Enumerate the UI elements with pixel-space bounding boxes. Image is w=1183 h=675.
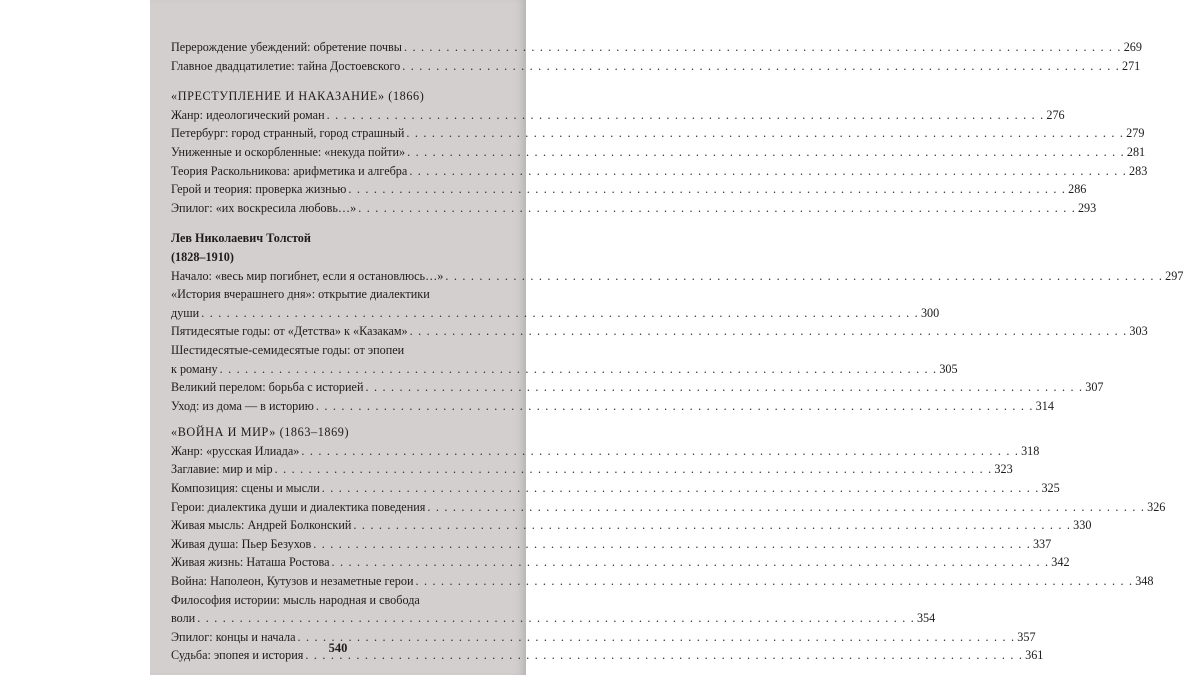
toc-entry-title: Уход: из дома — в историю [171, 398, 314, 413]
toc-entry [171, 609, 936, 628]
toc-entry-title: Перерождение убеждений: обретение почвы [171, 40, 402, 54]
table-of-contents [171, 38, 1183, 665]
toc-entry [171, 267, 1183, 286]
toc-entry [171, 572, 1154, 591]
toc-entry-title: Эпилог: концы и начала [171, 629, 296, 644]
author-name: Лев Николаевич Толстой [171, 231, 311, 246]
toc-entry-page: 342 [1051, 555, 1070, 570]
toc-entry-page: 361 [1025, 648, 1044, 663]
toc-entry [171, 322, 1148, 341]
leader-dots [406, 124, 1124, 143]
toc-entry-title: Жанр: «русская Илиада» [171, 443, 300, 458]
leader-dots [445, 267, 1163, 286]
toc-entry-page: 297 [1165, 268, 1183, 283]
toc-entry-page: 281 [1126, 144, 1146, 159]
toc-entry [171, 180, 1087, 199]
toc-entry-page: 303 [1129, 324, 1148, 339]
toc-entry [171, 143, 1146, 162]
leader-dots [197, 609, 915, 628]
toc-entry [171, 106, 1065, 125]
leader-dots [427, 498, 1145, 517]
toc-entry-title: Герои: диалектика души и диалектика поведения [171, 499, 426, 514]
leader-dots [316, 397, 1034, 416]
toc-entry-page: 300 [920, 305, 940, 320]
leader-dots [358, 199, 1076, 218]
leader-dots [275, 460, 993, 479]
toc-entry [171, 378, 1104, 397]
toc-entry-title-line: «История вчерашнего дня»: открытие диалектики [171, 287, 430, 302]
toc-entry-page: 348 [1135, 574, 1154, 589]
leader-dots [301, 442, 1019, 461]
toc-entry-title: Пятидесятые годы: от «Детства» к «Казакам» [171, 324, 408, 339]
leader-dots [404, 38, 1122, 57]
author-years: (1828–1910) [171, 249, 234, 264]
toc-entry-title: Живая мысль: Андрей Болконский [171, 518, 352, 533]
toc-entry [171, 360, 958, 379]
toc-entry [171, 304, 940, 323]
toc-entry-page: 330 [1073, 518, 1092, 533]
toc-entry-title-continued: воли [171, 611, 196, 626]
toc-entry-title: Судьба: эпопея и история [171, 648, 304, 663]
leader-dots [220, 360, 938, 379]
toc-entry-page: 323 [994, 462, 1013, 477]
toc-entry-title: Композиция: сцены и мысли [171, 481, 320, 496]
toc-entry-title: Живая душа: Пьер Безухов [171, 536, 312, 551]
page-number: 540 [328, 641, 348, 655]
leader-dots [409, 162, 1127, 181]
toc-entry-page: 307 [1085, 380, 1104, 395]
toc-entry-page: 276 [1046, 107, 1065, 122]
toc-entry [171, 38, 1142, 57]
toc-entry-title: Униженные и оскорбленные: «некуда пойти» [171, 144, 406, 159]
toc-entry [171, 460, 1013, 479]
toc-entry [171, 57, 1141, 76]
toc-entry [171, 397, 1054, 416]
toc-entry-title: Теория Раскольникова: арифметика и алгебра [171, 163, 408, 178]
toc-entry-title: Петербург: город странный, город страшный [171, 126, 405, 141]
toc-entry-page: 337 [1032, 536, 1052, 551]
toc-entry-page: 357 [1017, 629, 1036, 644]
toc-entry-page: 283 [1129, 163, 1148, 178]
toc-entry-page: 286 [1068, 182, 1087, 197]
leader-dots [201, 304, 919, 323]
toc-entry-title: Живая жизнь: Наташа Ростова [171, 555, 330, 570]
toc-entry-page: 354 [916, 611, 936, 626]
leader-dots [410, 322, 1128, 341]
toc-entry [171, 535, 1052, 554]
toc-entry-title: Заглавие: мир и мiр [171, 462, 273, 477]
leader-dots [402, 57, 1120, 76]
toc-entry-page: 326 [1147, 499, 1166, 514]
leader-dots [327, 106, 1045, 125]
section-heading-crime: «ПРЕСТУПЛЕНИЕ И НАКАЗАНИЕ» (1866) [171, 89, 425, 104]
toc-entry-title-line: Шестидесятые-семидесятые годы: от эпопеи [171, 342, 405, 357]
toc-entry-page: 271 [1121, 58, 1141, 73]
toc-entry-page: 269 [1123, 40, 1142, 54]
toc-entry [171, 498, 1166, 517]
toc-entry [171, 124, 1145, 143]
toc-entry-page: 305 [939, 361, 958, 376]
toc-entry [171, 199, 1097, 218]
toc-entry-page: 318 [1021, 443, 1040, 458]
toc-entry-title: Великий перелом: борьба с историей [171, 380, 364, 395]
leader-dots [322, 479, 1040, 498]
toc-entry-title-continued: к роману [171, 361, 218, 376]
toc-entry-title: Война: Наполеон, Кутузов и незаметные герои [171, 574, 414, 589]
toc-entry-page: 325 [1041, 481, 1060, 496]
toc-entry-page: 314 [1035, 398, 1054, 413]
book-page [150, 0, 1183, 675]
toc-entry-page: 293 [1077, 200, 1097, 215]
leader-dots [313, 535, 1031, 554]
leader-dots [348, 180, 1066, 199]
leader-dots [332, 553, 1050, 572]
leader-dots [365, 378, 1083, 397]
leader-dots [407, 143, 1125, 162]
toc-entry [171, 162, 1148, 181]
leader-dots [353, 516, 1071, 535]
section-heading-war: «ВОЙНА И МИР» (1863–1869) [171, 425, 350, 440]
toc-entry-title: Герой и теория: проверка жизнью [171, 182, 347, 197]
toc-entry-title: Начало: «весь мир погибнет, если я остановлюсь…» [171, 268, 444, 283]
toc-entry-title: Эпилог: «их воскресила любовь…» [171, 200, 357, 215]
toc-entry-title-line: Философия истории: мысль народная и свобода [171, 592, 420, 607]
toc-entry [171, 553, 1070, 572]
toc-entry-page: 279 [1126, 126, 1145, 141]
leader-dots [415, 572, 1133, 591]
toc-entry [171, 516, 1092, 535]
toc-entry-title: Жанр: идеологический роман [171, 107, 325, 122]
toc-entry-title: Главное двадцатилетие: тайна Достоевского [171, 58, 401, 73]
toc-entry [171, 479, 1060, 498]
toc-entry-title-continued: души [171, 305, 200, 320]
toc-entry [171, 442, 1040, 461]
